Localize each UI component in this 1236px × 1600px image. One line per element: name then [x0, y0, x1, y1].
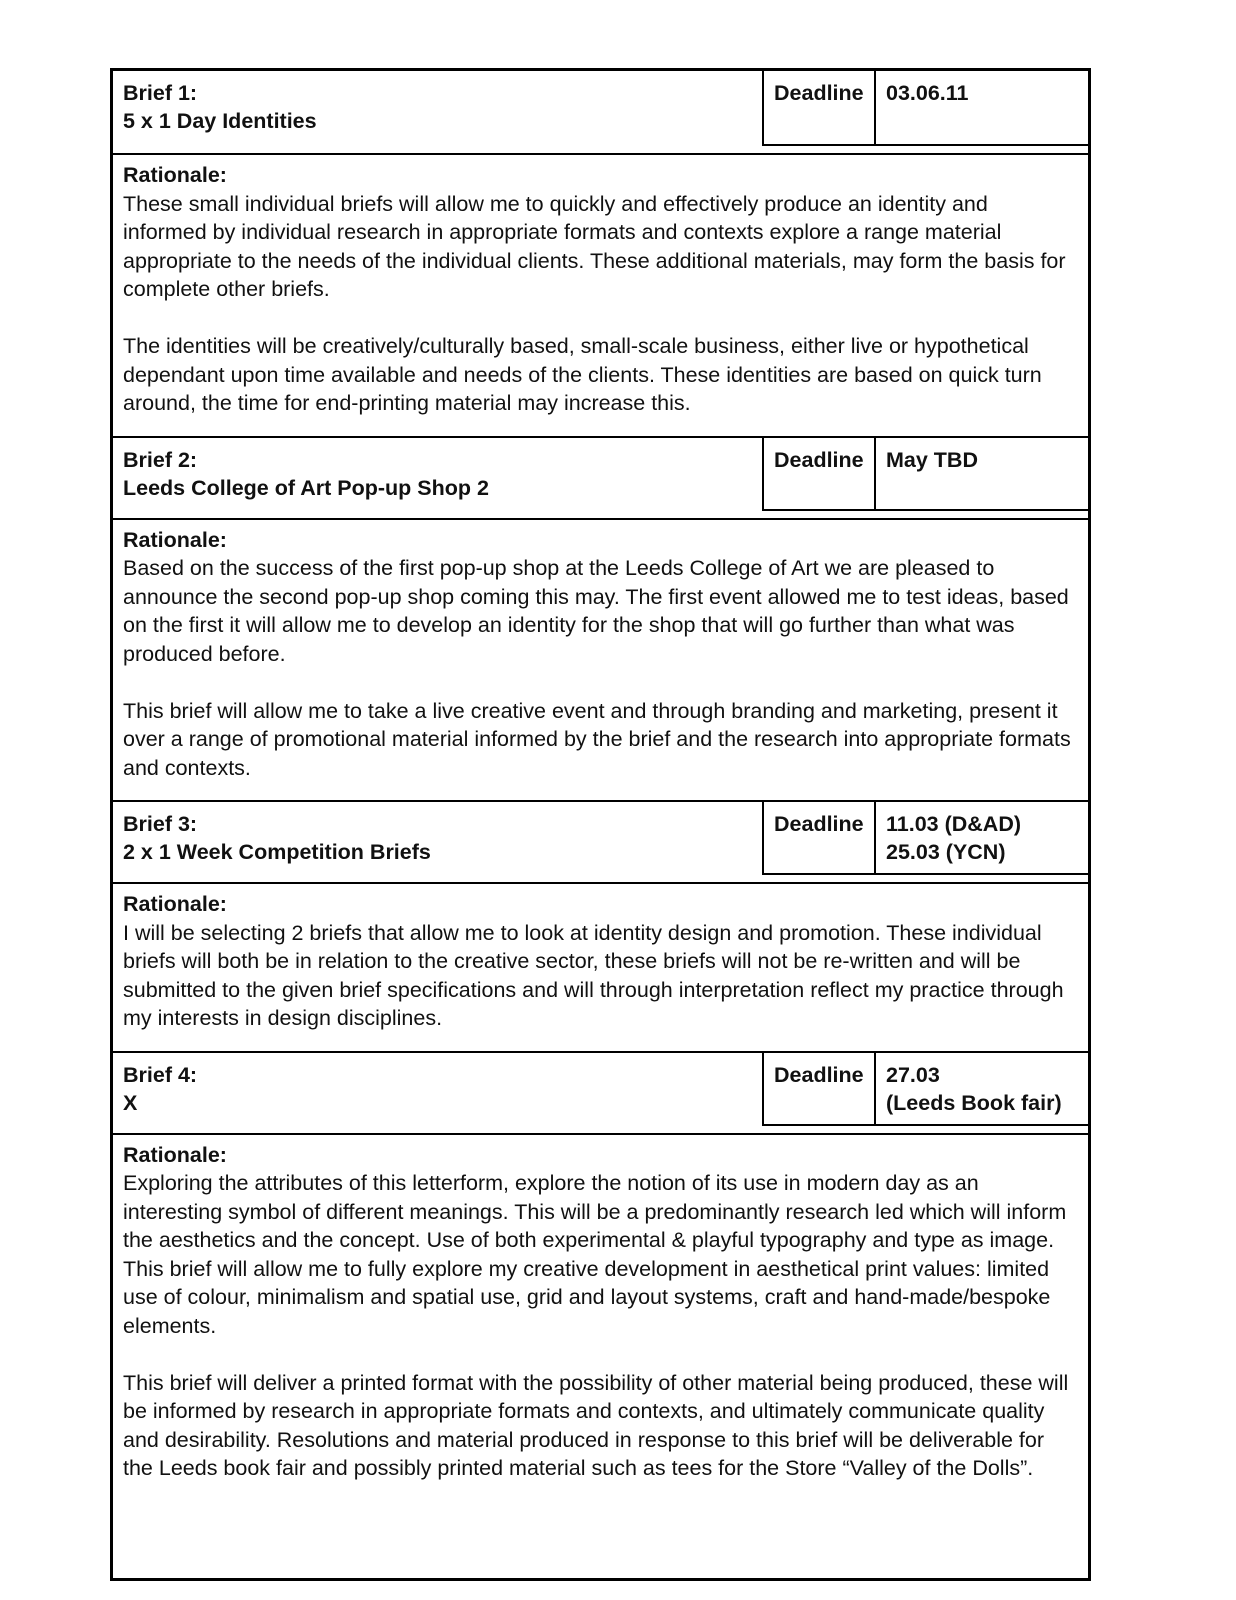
brief-3-deadline-value-cell [874, 802, 1088, 875]
brief-1-title-cell [113, 71, 762, 153]
brief-2-rationale-row [113, 518, 1088, 801]
brief-1-label: Brief 1: [123, 81, 198, 105]
brief-1-rationale-paragraph-2: The identities will be creatively/culturally based, small-scale business, either live or hypothetical dependant upon time available and needs of the clients. These identities are based on quick turn around, the time for end-printing material may increase this. [123, 334, 1042, 415]
brief-1-rationale-paragraph-1: These small individual briefs will allow me to quickly and effectively produce an identity and informed by individual research in appropriate formats and contexts explore a range material appropriate to the needs of the individual clients. These additional materials, may form the basis for complete other briefs. [123, 191, 1066, 301]
brief-4-rationale-paragraph-1: Exploring the attributes of this letterform, explore the notion of its use in modern day as an interesting symbol of different meanings. This will be a predominantly research led which will inform the aesthetics and the concept. Use of both experimental & playful typography and type as image. This brief will allow me to fully explore my creative development in aesthetical print values: limited use of colour, minimalism and spatial use, grid and layout systems, craft and hand-made/bespoke elements. [123, 1171, 1067, 1338]
brief-2-title-cell [113, 438, 762, 518]
brief-3-label: Brief 3: [123, 812, 198, 836]
brief-3-deadline-line-2: 25.03 (YCN) [886, 840, 1006, 864]
brief-2-title: Leeds College of Art Pop-up Shop 2 [123, 475, 489, 500]
brief-2-deadline-line-1: May TBD [886, 447, 978, 472]
brief-3-title: 2 x 1 Week Competition Briefs [123, 840, 431, 864]
brief-1-rationale-row [113, 153, 1088, 436]
brief-3-deadline-label: Deadline [762, 802, 874, 875]
brief-3-title-cell [113, 802, 762, 882]
brief-4-header-row [113, 1051, 1088, 1133]
brief-4-deadline-line-2: (Leeds Book fair) [886, 1090, 1062, 1115]
brief-1-title: 5 x 1 Day Identities [123, 109, 317, 133]
brief-1-deadline-line-1: 03.06.11 [886, 81, 969, 105]
brief-4-title: X [123, 1090, 138, 1115]
brief-4-rationale-label: Rationale: [123, 1142, 227, 1167]
brief-4-rationale-row [113, 1133, 1088, 1578]
brief-1-rationale-label: Rationale: [123, 163, 227, 187]
briefs-table [110, 68, 1091, 1581]
brief-1-deadline-label: Deadline [762, 71, 874, 146]
brief-2-header-row [113, 436, 1088, 518]
brief-3-rationale-row [113, 882, 1088, 1051]
brief-1-deadline-value-cell [874, 71, 1088, 146]
brief-4-deadline-line-1: 27.03 [886, 1062, 940, 1087]
brief-2-rationale-label: Rationale: [123, 527, 227, 552]
brief-4-label: Brief 4: [123, 1062, 198, 1087]
brief-4-deadline-label: Deadline [762, 1053, 874, 1126]
brief-2-label: Brief 2: [123, 447, 198, 472]
brief-2-deadline-label: Deadline [762, 438, 874, 511]
brief-2-rationale-paragraph-1: Based on the success of the first pop-up shop at the Leeds College of Art we are pleased to announce the second pop-up shop coming this may. The first event allowed me to test ideas, based on the first it will allow me to develop an identity for the shop that will go further than what was produced before. [123, 556, 1069, 666]
brief-3-rationale-paragraph-1: I will be selecting 2 briefs that allow me to look at identity design and promotion. These individual briefs will both be in relation to the creative sector, these briefs will not be re-written and will be submitted to the given brief specifications and will through interpretation reflect my practice through my interests in design disciplines. [123, 920, 1064, 1030]
brief-4-deadline-value-cell [874, 1053, 1088, 1126]
brief-2-rationale-paragraph-2: This brief will allow me to take a live creative event and through branding and marketing, present it over a range of promotional material informed by the brief and the research into appropriate formats and contexts. [123, 698, 1071, 780]
brief-3-header-row [113, 800, 1088, 882]
brief-2-deadline-value-cell [874, 438, 1088, 511]
brief-3-rationale-label: Rationale: [123, 892, 227, 916]
brief-1-header-row [113, 71, 1088, 153]
brief-4-rationale-paragraph-2: This brief will deliver a printed format with the possibility of other material being produced, these will be informed by research in appropriate formats and contexts, and ultimately communicate quality and desirability. Resolutions and material produced in response to this brief will be deliverable for the Leeds book fair and possibly printed material such as tees for the Store “Valley of the Dolls”. [123, 1370, 1069, 1480]
brief-3-deadline-line-1: 11.03 (D&AD) [886, 812, 1022, 836]
brief-4-title-cell [113, 1053, 762, 1133]
